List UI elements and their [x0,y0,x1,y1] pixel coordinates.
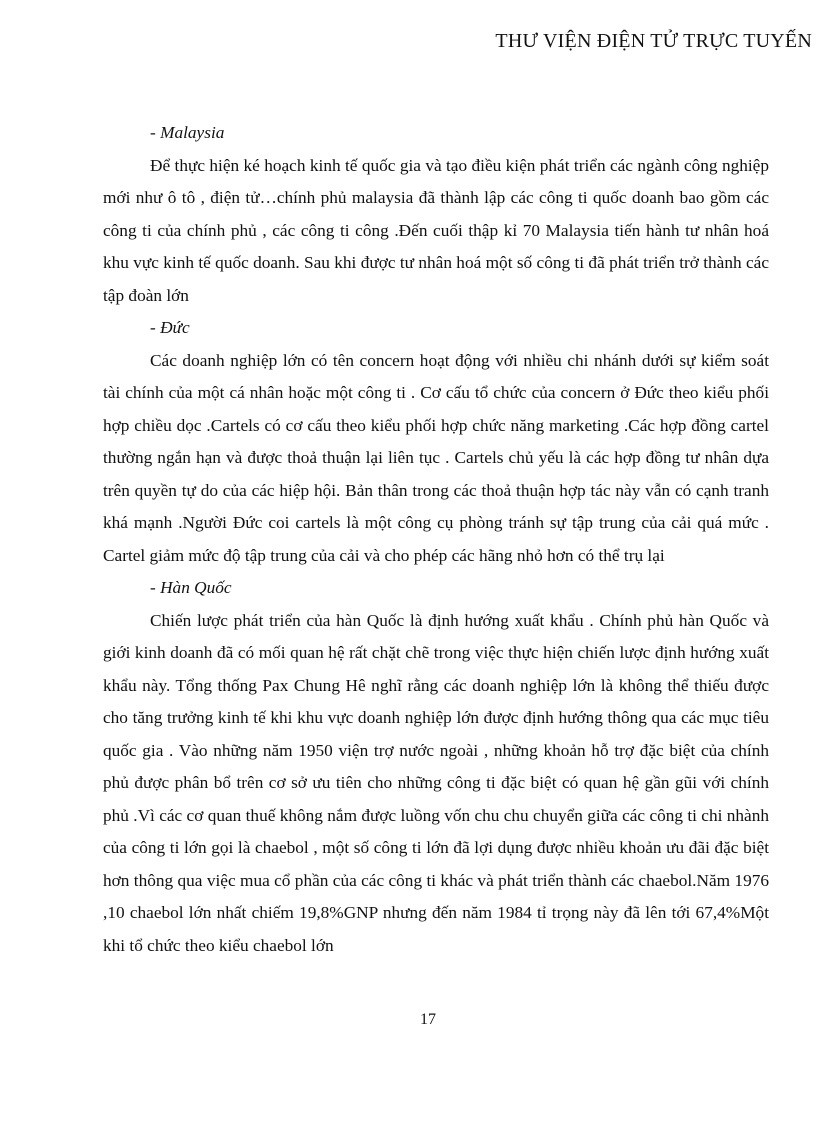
section-heading-han-quoc: - Hàn Quốc [150,578,232,597]
section-paragraph-malaysia: Để thực hiện ké hoạch kinh tế quốc gia và tạo điều kiện phát triển các ngành công nghiệp mới như ô tô , điện tử…chính phủ malaysia đã thành lập các công ti quốc doanh bao gồm các công ti của chính phủ , các công ti công .Đến cuối thập kỉ 70 Malaysia tiến hành tư nhân hoá khu vực kinh tế quốc doanh. Sau khi được tư nhân hoá một số công ti đã phát triển trở thành các tập đoàn lớn [103,155,769,305]
section-heading-duc: - Đức [150,318,190,337]
section-paragraph-han-quoc: Chiến lược phát triển của hàn Quốc là định hướng xuất khẩu . Chính phủ hàn Quốc và giới kinh doanh đã có mối quan hệ rất chặt chẽ trong việc thực hiện chiến lược định hướng xuất khẩu này. Tổng thống Pax Chung Hê nghĩ rằng các doanh nghiệp lớn là không thể thiếu được cho tăng trưởng kinh tế khi khu vực doanh nghiệp lớn được định hướng thông qua các mục tiêu quốc gia . Vào những năm 1950 viện trợ nước ngoài , những khoản hỗ trợ đặc biệt của chính phủ được phân bổ trên cơ sở ưu tiên cho những công ti đặc biệt có quan hệ gần gũi với chính phủ .Vì các cơ quan thuế không nắm được luồng vốn chu chu chuyển giữa các công ti chi nhành của công ti lớn gọi là chaebol , một số công ti lớn đã lợi dụng được nhiều khoản ưu đãi đặc biệt hơn thông qua việc mua cổ phần của các công ti khác và phát triển thành các chaebol.Năm 1976 ,10 chaebol lớn nhất chiếm 19,8%GNP nhưng đến năm 1984 tỉ trọng này đã lên tới 67,4%Một khi tổ chức theo kiểu chaebol lớn [103,610,769,955]
document-body [103,117,769,962]
page-number: 17 [420,1011,436,1028]
page-header-title: THƯ VIỆN ĐIỆN TỬ TRỰC TUYẾN [495,30,812,52]
section-paragraph-duc: Các doanh nghiệp lớn có tên concern hoạt động với nhiều chi nhánh dưới sự kiểm soát tài chính của một cá nhân hoặc một công ti . Cơ cấu tổ chức của concern ở Đức theo kiểu phối hợp chiều dọc .Cartels có cơ cấu theo kiểu phối hợp chức năng marketing .Các hợp đồng cartel thường ngắn hạn và được thoả thuận lại liên tục . Cartels chủ yếu là các hợp đồng tư nhân dựa trên quyền tự do của các hiệp hội. Bản thân trong các thoả thuận hợp tác này vẫn có cạnh tranh khá mạnh .Người Đức coi cartels là một công cụ phòng tránh sự tập trung của cải quá mức . Cartel giảm mức độ tập trung của cải và cho phép các hãng nhỏ hơn có thể trụ lại [103,350,769,565]
section-heading-malaysia: - Malaysia [150,123,225,142]
